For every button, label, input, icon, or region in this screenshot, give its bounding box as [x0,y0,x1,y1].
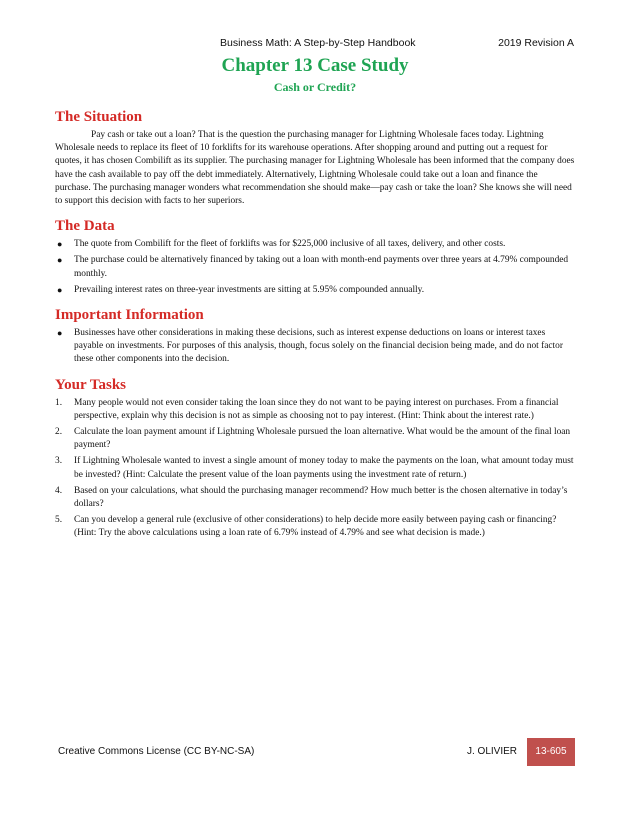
list-item [55,397,575,423]
task-text: Based on your calculations, what should the purchasing manager recommend? How much better is the chosen alternative in today’s dollars? [74,485,568,510]
chapter-subtitle: Cash or Credit? [273,80,357,94]
list-item [55,426,575,452]
task-text: Calculate the loan payment amount if Lightning Wholesale pursued the loan alternative. What would be the amount of the final loan payment? [74,427,571,451]
list-item-text: The quote from Combilift for the fleet of forklifts was for $225,000 inclusive of all taxes, delivery, and other costs. [74,239,506,250]
revision-label: 2019 Revision A [498,37,574,49]
important-heading: Important Information [55,307,204,324]
task-text: If Lightning Wholesale wanted to invest a single amount of money today to make the payments on the loan, what amount today must be invested? (Hint: Calculate the present value of the loan payments using the investment rate of return.) [74,456,574,480]
license-text: Creative Commons License (CC BY-NC-SA) [58,746,255,757]
situation-heading: The Situation [55,109,143,125]
author-name: J. OLIVIER [466,746,517,757]
tasks-section [55,376,575,541]
bullet-icon: ● [57,328,63,339]
page-content [55,108,575,550]
bullet-icon: ● [57,239,63,250]
list-item [55,514,575,540]
tasks-list [55,397,575,541]
task-text: Can you develop a general rule (exclusive of other considerations) to help decide more easily between paying cash or financing? (Hint: Try the above calculations using a loan rate of 6.79% instead of 4.79% and see what decision is made.) [74,515,557,539]
list-item-text: Prevailing interest rates on three-year investments are sitting at 5.95% compounded annually. [74,284,425,295]
page-footer [58,738,575,766]
page-number-badge: 13-605 [527,738,575,766]
task-number: 5. [55,515,63,526]
chapter-title: Chapter 13 Case Study [221,55,409,76]
list-item [55,327,575,367]
important-list [55,327,575,367]
tasks-heading: Your Tasks [55,376,127,393]
page-header [0,37,630,53]
list-item [55,238,575,251]
bullet-icon: ● [57,255,63,266]
task-number: 2. [55,427,63,438]
list-item-text: The purchase could be alternatively financed by taking out a loan with month-end payments over three years at 4.79% compounded monthly. [74,255,569,279]
situation-section [55,108,575,208]
list-item-text: Businesses have other considerations in making these decisions, such as interest expense deductions on loans or interest taxes payable on investments. For purposes of this analysis, though, focus solely on the financial decision being made, and do not factor these other components into the decision. [74,328,563,365]
list-item [55,485,575,511]
situation-text: Pay cash or take out a loan? That is the question the purchasing manager for Lightning Wholesale faces today. Lightning Wholesale needs to replace its fleet of 10 forklifts for its warehouse operations. After shopping around and putting out a request for quotes, it has chosen Combilift as its supplier. The purchasing manager for Lightning Wholesale has been informed that the company does have the cash available to pay off the debt immediately. Alternatively, Lightning Wholesale could take out a loan and finance the purchase. The purchasing manager wonders what recommendation she should make—pay cash or take the loan? She knows she will need to support this decision with facts to her superiors. [55,130,575,207]
list-item [55,284,575,297]
list-item [55,254,575,280]
list-item [55,455,575,481]
task-number: 3. [55,456,63,467]
data-heading: The Data [55,218,115,235]
important-section [55,306,575,367]
bullet-icon: ● [57,284,63,295]
book-title: Business Math: A Step-by-Step Handbook [220,37,416,49]
task-number: 1. [55,397,63,408]
data-list [55,238,575,297]
task-number: 4. [55,485,63,496]
data-section [55,217,575,297]
task-text: Many people would not even consider taking the loan since they do not want to be paying interest on purchases. From a financial perspective, explain why this decision is not as simple as choosing not to pay interest. (Hint: Think about the interest rate.) [74,397,559,421]
